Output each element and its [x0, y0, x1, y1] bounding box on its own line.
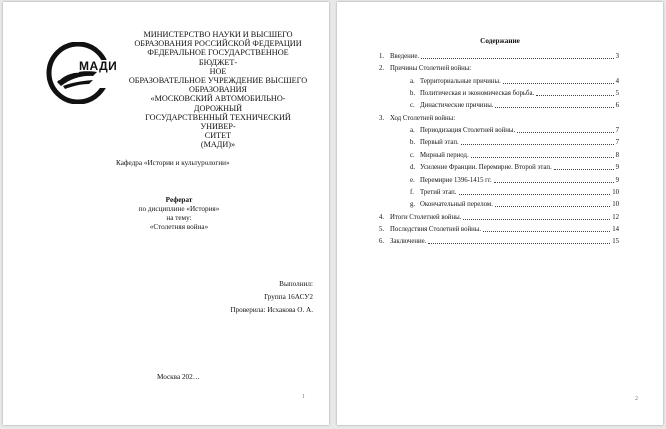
- performed-label: Выполнил:: [279, 280, 313, 288]
- toc-item-number: d.: [410, 164, 416, 172]
- toc-leader-dots: [483, 231, 610, 232]
- toc-item-label: Периодизация Столетней войны.: [420, 127, 516, 135]
- toc-leader-dots: [503, 83, 614, 84]
- toc-item: [379, 52, 619, 62]
- toc-item: [379, 114, 619, 124]
- header-line: ОБРАЗОВАТЕЛЬНОЕ УЧРЕЖДЕНИЕ ВЫСШЕГО: [128, 76, 308, 86]
- toc-item: [379, 213, 619, 223]
- header-line: «МОСКОВСКИЙ АВТОМОБИЛЬНО-ДОРОЖНЫЙ: [150, 94, 286, 113]
- toc-item-page: 6: [615, 102, 619, 110]
- toc-item-label: Первый этап.: [420, 139, 459, 147]
- toc-leader-dots: [494, 182, 614, 183]
- toc-leader-dots: [495, 206, 610, 207]
- toc-item: [410, 188, 619, 198]
- toc-item-page: 10: [612, 188, 619, 196]
- toc-item-number: a.: [410, 77, 415, 85]
- toc-item-page: 4: [615, 77, 619, 85]
- header-line: ОБРАЗОВАНИЯ РОССИЙСКОЙ ФЕДЕРАЦИИ: [134, 39, 302, 49]
- toc-leader-dots: [461, 144, 614, 145]
- toc-item-page: 10: [612, 201, 619, 209]
- toc-item: [410, 151, 619, 161]
- toc-leader-dots: [536, 95, 613, 96]
- toc-item: [379, 237, 619, 247]
- toc-item-page: 7: [615, 127, 619, 135]
- toc-leader-dots: [517, 132, 613, 133]
- toc-item-number: 3.: [379, 114, 385, 122]
- toc-item-label: Введение.: [390, 53, 420, 60]
- toc-item-page: 8: [615, 151, 619, 159]
- toc-leader-dots: [463, 219, 610, 220]
- toc-leader-dots: [495, 107, 613, 108]
- toc-item: [410, 163, 619, 173]
- title-page: [3, 2, 329, 425]
- toc-leader-dots: [421, 58, 613, 59]
- toc-leader-dots: [428, 243, 610, 244]
- toc-item-label: Ход Столетней войны:: [390, 114, 456, 122]
- toc-item-number: f.: [410, 188, 414, 196]
- toc-item-page: 5: [615, 90, 619, 98]
- toc-item-page: 9: [615, 164, 619, 172]
- toc-item-label: Мирный период.: [420, 151, 469, 159]
- toc-leader-dots: [459, 194, 611, 195]
- toc-item-label: Заключение.: [390, 238, 427, 246]
- toc-item-number: b.: [410, 90, 416, 98]
- header-line: ФЕДЕРАЛЬНОЕ ГОСУДАРСТВЕННОЕ БЮДЖЕТ-: [147, 48, 289, 67]
- toc-item-number: b.: [410, 139, 416, 147]
- logo-text: МАДИ: [79, 59, 118, 73]
- header-line: СИТЕТ: [204, 131, 232, 141]
- toc-item: [410, 176, 619, 186]
- toc-item-page: 9: [615, 176, 619, 184]
- toc-item-page: 3: [615, 53, 619, 60]
- toc-item-label: Окончательный перелом.: [420, 201, 493, 209]
- toc-item: [410, 138, 619, 148]
- toc-item-page: 7: [615, 139, 619, 147]
- institution-header: [128, 30, 308, 150]
- toc-title: Содержание: [480, 37, 520, 45]
- toc-item-number: c.: [410, 102, 415, 110]
- header-line: ОБРАЗОВАНИЯ: [189, 85, 247, 95]
- group: Группа 16АСУ2: [264, 293, 313, 301]
- header-line: НОЕ: [209, 66, 227, 76]
- checked-by: Проверила: Исхакова О. А.: [230, 306, 313, 314]
- toc-item-number: 6.: [379, 238, 385, 246]
- toc-item: [410, 200, 619, 210]
- toc-item: [410, 101, 619, 111]
- toc-item-label: Третий этап.: [420, 188, 457, 196]
- toc-item-number: c.: [410, 151, 415, 159]
- header-line: (МАДИ)»: [200, 140, 236, 150]
- toc-item-label: Причины Столетней войны:: [390, 65, 472, 73]
- contents-page: [337, 2, 663, 425]
- toc-leader-dots: [471, 157, 614, 158]
- toc-item-label: Итоги Столетней войны.: [390, 213, 462, 221]
- toc-item-number: g.: [410, 201, 416, 209]
- toc-item-label: Территориальные причины.: [420, 77, 501, 85]
- doc-info: [103, 196, 255, 232]
- topic: «Столетняя война»: [149, 223, 209, 231]
- toc-item-page: 14: [612, 225, 619, 233]
- toc-leader-dots: [554, 169, 614, 170]
- page-number: 2: [635, 396, 638, 402]
- toc-item: [379, 64, 619, 74]
- toc-item-number: 5.: [379, 225, 385, 233]
- toc-item-number: e.: [410, 176, 415, 184]
- toc-item-number: 2.: [379, 65, 385, 73]
- doc-type: Реферат: [165, 196, 193, 204]
- discipline: по дисциплине «История»: [138, 205, 220, 213]
- header-line: МИНИСТЕРСТВО НАУКИ И ВЫСШЕГО: [143, 30, 293, 39]
- toc-item-number: a.: [410, 127, 415, 135]
- toc-item: [379, 225, 619, 235]
- toc-item-label: Династические причины.: [420, 102, 494, 110]
- toc-item-label: Усиление Франции. Перемирие. Второй этап.: [420, 164, 552, 172]
- toc-item-label: Последствия Столетней войны.: [390, 225, 482, 233]
- page-number: 1: [302, 394, 305, 400]
- toc-item-number: 1.: [379, 53, 385, 60]
- department: Кафедра «Истории и культурологии»: [116, 159, 230, 167]
- toc-item: [410, 126, 619, 136]
- toc-item-label: Политическая и экономическая борьба.: [420, 90, 535, 98]
- toc-item-page: 15: [612, 238, 619, 246]
- toc-item: [410, 89, 619, 99]
- on-topic: на тему:: [166, 214, 192, 222]
- city-year: Москва 202…: [157, 373, 200, 381]
- author-block: [230, 278, 313, 317]
- madi-logo: [43, 42, 125, 104]
- header-line: ГОСУДАРСТВЕННЫЙ ТЕХНИЧЕСКИЙ УНИВЕР-: [145, 112, 291, 132]
- toc-item-number: 4.: [379, 213, 385, 221]
- toc-item-page: 12: [612, 213, 619, 221]
- toc-item-label: Перемирие 1396-1415 гг.: [420, 176, 492, 184]
- toc-item: [410, 77, 619, 87]
